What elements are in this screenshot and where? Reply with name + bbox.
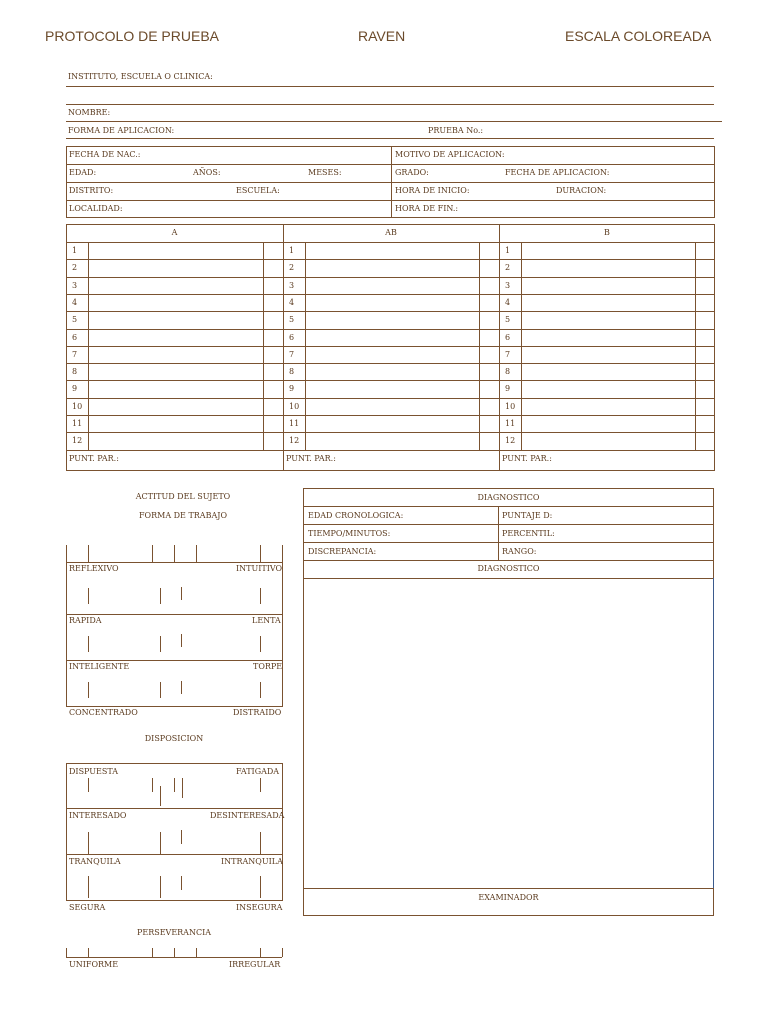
scale-tick	[160, 832, 161, 854]
scale-tick	[160, 876, 161, 898]
instituto-line[interactable]	[66, 86, 714, 87]
scale-tick	[152, 778, 153, 792]
scale-tick	[152, 948, 153, 957]
scale-tick	[88, 948, 89, 957]
scale-tick	[260, 636, 261, 652]
scale-tick	[88, 588, 89, 604]
intranquila-label: INTRANQUILA	[221, 857, 283, 866]
tiempo-label: TIEMPO/MINUTOS:	[308, 529, 391, 538]
score-cell[interactable]	[265, 278, 281, 293]
answer-cell[interactable]	[523, 312, 693, 327]
item-number: 3	[505, 281, 511, 290]
motivo-label: MOTIVO DE APLICACION:	[395, 150, 505, 159]
answer-cell[interactable]	[523, 330, 693, 345]
scale-tick	[88, 876, 89, 898]
answer-cell[interactable]	[307, 312, 477, 327]
perseverancia-scale-line	[66, 957, 282, 958]
diag-row-divider	[303, 542, 714, 543]
scale-tick	[66, 545, 67, 562]
diag-row-divider	[303, 506, 714, 507]
score-cell[interactable]	[697, 381, 713, 396]
scale-name: ESCALA COLOREADA	[565, 28, 712, 44]
scale-tick	[181, 634, 182, 647]
answer-cell[interactable]	[307, 278, 477, 293]
scale-tick	[282, 948, 283, 957]
score-cell[interactable]	[265, 330, 281, 345]
score-cell[interactable]	[481, 416, 497, 431]
answer-cell[interactable]	[523, 278, 693, 293]
grado-label: GRADO:	[395, 168, 429, 177]
answer-cell[interactable]	[307, 295, 477, 310]
answer-cell[interactable]	[523, 243, 693, 258]
meses-label: MESES:	[308, 168, 342, 177]
intuitivo-label: INTUITIVO	[236, 564, 283, 573]
item-score-divider	[695, 242, 696, 450]
fatigada-label: FATIGADA	[236, 767, 280, 776]
scale-tick	[181, 830, 182, 844]
diag-col-divider	[498, 506, 499, 560]
score-cell[interactable]	[697, 243, 713, 258]
discrepancia-label: DISCREPANCIA:	[308, 547, 377, 556]
torpe-label: TORPE	[253, 662, 283, 671]
score-cell[interactable]	[481, 381, 497, 396]
form-title: PROTOCOLO DE PRUEBA	[45, 28, 220, 44]
item-number: 10	[289, 402, 300, 411]
score-cell[interactable]	[265, 295, 281, 310]
answer-cell[interactable]	[523, 347, 693, 362]
item-number: 9	[505, 384, 511, 393]
forma-divider	[66, 614, 282, 615]
scale-tick	[260, 682, 261, 698]
scale-tick	[160, 682, 161, 698]
answer-cell[interactable]	[90, 260, 261, 275]
instituto-label: INSTITUTO, ESCUELA O CLINICA:	[68, 72, 213, 81]
segura-label: SEGURA	[69, 903, 106, 912]
row-divider	[66, 450, 715, 451]
scale-tick	[174, 545, 175, 562]
item-number: 6	[289, 333, 295, 342]
item-number: 2	[289, 263, 295, 272]
scale-tick	[152, 545, 153, 562]
scale-tick	[196, 948, 197, 957]
item-number: 12	[505, 436, 516, 445]
answer-cell[interactable]	[90, 399, 261, 414]
hora-fin-label: HORA DE FIN.:	[395, 204, 459, 213]
item-number: 1	[505, 246, 511, 255]
reflexivo-label: REFLEXIVO	[69, 564, 119, 573]
score-cell[interactable]	[481, 364, 497, 379]
scale-tick	[160, 636, 161, 652]
answer-cell[interactable]	[90, 433, 261, 448]
answer-cell[interactable]	[90, 364, 261, 379]
answer-cell[interactable]	[523, 364, 693, 379]
scale-tick	[88, 832, 89, 854]
item-number: 2	[72, 263, 78, 272]
score-cell[interactable]	[481, 347, 497, 362]
item-number: 10	[72, 402, 83, 411]
score-cell[interactable]	[481, 312, 497, 327]
score-cell[interactable]	[265, 381, 281, 396]
item-number: 1	[289, 246, 295, 255]
score-cell[interactable]	[481, 243, 497, 258]
scale-tick	[88, 778, 89, 792]
score-cell[interactable]	[481, 399, 497, 414]
scale-tick	[260, 832, 261, 854]
answer-cell[interactable]	[90, 347, 261, 362]
test-name: RAVEN	[358, 28, 406, 44]
row-divider	[66, 164, 715, 165]
answer-cell[interactable]	[90, 243, 261, 258]
scale-tick	[88, 545, 89, 562]
diag-row-divider	[303, 524, 714, 525]
puntaje-label: PUNTAJE D:	[502, 511, 553, 520]
scale-tick	[181, 587, 182, 600]
answer-cell[interactable]	[90, 295, 261, 310]
answer-cell[interactable]	[90, 312, 261, 327]
answer-cell[interactable]	[90, 330, 261, 345]
answer-cell[interactable]	[523, 381, 693, 396]
item-number: 8	[289, 367, 295, 376]
score-cell[interactable]	[265, 260, 281, 275]
item-number: 5	[505, 315, 511, 324]
disposicion-divider	[66, 854, 282, 855]
answer-cell[interactable]	[90, 416, 261, 431]
fecha-aplicacion-label: FECHA DE APLICACION:	[505, 168, 610, 177]
answer-cell[interactable]	[307, 243, 477, 258]
percentil-label: PERCENTIL:	[502, 529, 555, 538]
item-number-divider	[521, 242, 522, 450]
hora-inicio-label: HORA DE INICIO:	[395, 186, 470, 195]
item-number: 12	[289, 436, 300, 445]
score-cell[interactable]	[697, 347, 713, 362]
concentrado-label: CONCENTRADO	[69, 708, 138, 717]
rango-label: RANGO:	[502, 547, 537, 556]
scale-tick	[174, 778, 175, 792]
scale-tick	[260, 588, 261, 604]
diag-row-divider	[303, 578, 714, 579]
escuela-label: ESCUELA:	[236, 186, 280, 195]
item-number: 9	[72, 384, 78, 393]
score-cell[interactable]	[481, 330, 497, 345]
item-number: 3	[289, 281, 295, 290]
punt-par-label: PUNT. PAR.:	[69, 454, 119, 463]
score-cell[interactable]	[697, 295, 713, 310]
examinador-divider	[303, 888, 714, 889]
scale-tick	[196, 545, 197, 562]
diagnostico-title: DIAGNOSTICO	[477, 493, 540, 502]
score-cell[interactable]	[265, 399, 281, 414]
localidad-label: LOCALIDAD:	[69, 204, 123, 213]
nombre-label: NOMBRE:	[68, 108, 111, 117]
item-number: 8	[505, 367, 511, 376]
answer-cell[interactable]	[90, 381, 261, 396]
series-header-ab: AB	[385, 228, 397, 237]
item-number: 3	[72, 281, 78, 290]
item-number: 11	[289, 419, 300, 428]
forma-line[interactable]	[66, 138, 714, 139]
answer-cell[interactable]	[307, 347, 477, 362]
score-cell[interactable]	[265, 243, 281, 258]
score-cell[interactable]	[265, 364, 281, 379]
distrito-label: DISTRITO:	[69, 186, 114, 195]
item-number: 7	[289, 350, 295, 359]
disposicion-divider	[66, 808, 282, 809]
interesado-label: INTERESADO	[69, 811, 127, 820]
answer-cell[interactable]	[307, 433, 477, 448]
scale-tick	[181, 876, 182, 890]
diagnostico-subtitle: DIAGNOSTICO	[477, 564, 540, 573]
score-cell[interactable]	[481, 278, 497, 293]
scale-tick	[182, 784, 183, 798]
duracion-label: DURACION:	[556, 186, 607, 195]
scale-tick	[88, 636, 89, 652]
score-cell[interactable]	[697, 364, 713, 379]
inteligente-label: INTELIGENTE	[69, 662, 130, 671]
lenta-label: LENTA	[252, 616, 281, 625]
tranquila-label: TRANQUILA	[69, 857, 121, 866]
item-number: 7	[72, 350, 78, 359]
item-number: 2	[505, 263, 511, 272]
scale-tick	[88, 682, 89, 698]
disposicion-title: DISPOSICION	[144, 734, 204, 743]
edad-cronologica-label: EDAD CRONOLOGICA:	[308, 511, 404, 520]
answer-cell[interactable]	[307, 381, 477, 396]
uniforme-label: UNIFORME	[69, 960, 119, 969]
score-cell[interactable]	[697, 416, 713, 431]
score-cell[interactable]	[265, 433, 281, 448]
distraido-label: DISTRAIDO	[233, 708, 282, 717]
forma-divider	[66, 660, 282, 661]
row-divider	[66, 200, 715, 201]
item-number: 1	[72, 246, 78, 255]
anos-label: AÑOS:	[193, 168, 221, 177]
score-cell[interactable]	[265, 312, 281, 327]
item-number: 4	[289, 298, 295, 307]
edad-label: EDAD:	[69, 168, 97, 177]
item-number: 4	[505, 298, 511, 307]
scale-tick	[66, 948, 67, 957]
scale-tick	[160, 786, 161, 806]
item-score-divider	[263, 242, 264, 450]
diag-row-divider	[303, 560, 714, 561]
scale-tick	[181, 681, 182, 694]
scale-tick	[282, 545, 283, 562]
scale-tick	[260, 545, 261, 562]
answer-cell[interactable]	[307, 399, 477, 414]
prueba-no-label: PRUEBA No.:	[428, 126, 484, 135]
actitud-title: ACTITUD DEL SUJETO	[135, 492, 231, 501]
rapida-label: RAPIDA	[69, 616, 102, 625]
blank-line	[66, 104, 714, 105]
answer-cell[interactable]	[90, 278, 261, 293]
dispuesta-label: DISPUESTA	[69, 767, 119, 776]
forma-trabajo-title: FORMA DE TRABAJO	[139, 511, 227, 520]
answer-cell[interactable]	[523, 433, 693, 448]
diag-right-border	[713, 578, 714, 888]
irregular-label: IRREGULAR	[229, 960, 281, 969]
item-number-divider	[88, 242, 89, 450]
item-number: 7	[505, 350, 511, 359]
series-divider	[499, 224, 500, 471]
item-number: 12	[72, 436, 83, 445]
examinador-label: EXAMINADOR	[478, 893, 539, 902]
item-number: 4	[72, 298, 78, 307]
answer-cell[interactable]	[523, 260, 693, 275]
perseverancia-title: PERSEVERANCIA	[136, 928, 212, 937]
score-cell[interactable]	[697, 433, 713, 448]
item-number: 8	[72, 367, 78, 376]
item-number: 6	[505, 333, 511, 342]
score-cell[interactable]	[265, 347, 281, 362]
answer-cell[interactable]	[523, 416, 693, 431]
item-score-divider	[479, 242, 480, 450]
diagnostico-text-area[interactable]	[305, 580, 711, 886]
series-header-b: B	[604, 228, 610, 237]
forma-aplicacion-label: FORMA DE APLICACION:	[68, 126, 175, 135]
scale-tick	[174, 948, 175, 957]
scale-tick	[260, 876, 261, 898]
score-cell[interactable]	[697, 312, 713, 327]
score-cell[interactable]	[697, 330, 713, 345]
answer-cell[interactable]	[307, 416, 477, 431]
item-number: 11	[72, 419, 83, 428]
answer-cell[interactable]	[523, 399, 693, 414]
item-number: 6	[72, 333, 78, 342]
series-header-a: A	[171, 228, 178, 237]
answer-cell[interactable]	[307, 364, 477, 379]
item-number: 5	[72, 315, 78, 324]
item-number: 5	[289, 315, 295, 324]
desinteresada-label: DESINTERESADA	[210, 811, 285, 820]
insegura-label: INSEGURA	[236, 903, 283, 912]
punt-par-label: PUNT. PAR.:	[286, 454, 336, 463]
fecha-nac-label: FECHA DE NAC.:	[69, 150, 141, 159]
scale-tick	[260, 948, 261, 957]
scale-tick	[160, 588, 161, 604]
scale-tick	[260, 778, 261, 792]
row-divider	[66, 182, 715, 183]
score-cell[interactable]	[265, 416, 281, 431]
series-divider	[283, 224, 284, 471]
punt-par-label: PUNT. PAR.:	[502, 454, 552, 463]
answer-cell[interactable]	[307, 260, 477, 275]
score-cell[interactable]	[697, 399, 713, 414]
answer-cell[interactable]	[523, 295, 693, 310]
item-number: 11	[505, 419, 516, 428]
score-cell[interactable]	[481, 433, 497, 448]
item-number: 9	[289, 384, 295, 393]
answer-cell[interactable]	[307, 330, 477, 345]
score-cell[interactable]	[481, 260, 497, 275]
score-cell[interactable]	[697, 278, 713, 293]
forma-trabajo-box	[66, 562, 283, 707]
score-cell[interactable]	[697, 260, 713, 275]
nombre-line[interactable]	[66, 121, 722, 122]
score-cell[interactable]	[481, 295, 497, 310]
item-number: 10	[505, 402, 516, 411]
item-number-divider	[305, 242, 306, 450]
